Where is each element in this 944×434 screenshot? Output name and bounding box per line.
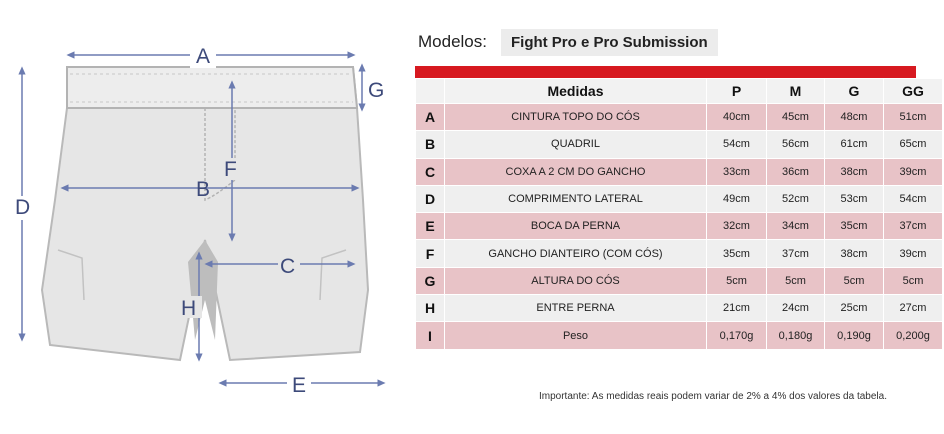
- table-row: [416, 104, 943, 131]
- row-letter: A: [416, 104, 445, 131]
- row-m: 45cm: [767, 104, 825, 131]
- row-name: GANCHO DIANTEIRO (COM CÓS): [445, 240, 707, 267]
- row-g: 38cm: [825, 158, 884, 185]
- header-letter: [416, 79, 445, 104]
- label-c: C: [280, 255, 296, 278]
- row-p: 33cm: [707, 158, 767, 185]
- row-gg: 0,200g: [884, 322, 943, 349]
- row-name: ALTURA DO CÓS: [445, 267, 707, 294]
- row-p: 35cm: [707, 240, 767, 267]
- row-p: 54cm: [707, 131, 767, 158]
- shorts-outline: [42, 67, 368, 360]
- label-h: H: [181, 297, 197, 320]
- label-g: G: [368, 79, 385, 102]
- row-m: 0,180g: [767, 322, 825, 349]
- row-p: 32cm: [707, 213, 767, 240]
- row-gg: 39cm: [884, 158, 943, 185]
- row-m: 34cm: [767, 213, 825, 240]
- row-name: Peso: [445, 322, 707, 349]
- label-a: A: [196, 45, 211, 68]
- row-name: QUADRIL: [445, 131, 707, 158]
- header-m: M: [767, 79, 825, 104]
- size-table: [415, 78, 943, 350]
- row-g: 53cm: [825, 185, 884, 212]
- row-m: 24cm: [767, 295, 825, 322]
- row-letter: H: [416, 295, 445, 322]
- row-name: ENTRE PERNA: [445, 295, 707, 322]
- models-label: Modelos:: [418, 32, 487, 51]
- header-p: P: [707, 79, 767, 104]
- table-row: [416, 131, 943, 158]
- row-p: 40cm: [707, 104, 767, 131]
- table-row: [416, 295, 943, 322]
- table-row: [416, 158, 943, 185]
- table-row: [416, 213, 943, 240]
- row-letter: B: [416, 131, 445, 158]
- row-letter: I: [416, 322, 445, 349]
- table-header-row: [416, 79, 943, 104]
- row-gg: 37cm: [884, 213, 943, 240]
- label-e: E: [292, 374, 307, 397]
- row-gg: 27cm: [884, 295, 943, 322]
- row-m: 56cm: [767, 131, 825, 158]
- row-letter: F: [416, 240, 445, 267]
- shorts-diagram: [0, 0, 400, 434]
- row-letter: E: [416, 213, 445, 240]
- row-letter: D: [416, 185, 445, 212]
- label-b: B: [196, 178, 211, 201]
- table-row: [416, 267, 943, 294]
- row-g: 0,190g: [825, 322, 884, 349]
- row-m: 37cm: [767, 240, 825, 267]
- row-g: 38cm: [825, 240, 884, 267]
- row-name: CINTURA TOPO DO CÓS: [445, 104, 707, 131]
- row-g: 35cm: [825, 213, 884, 240]
- models-line: [418, 28, 718, 56]
- row-p: 49cm: [707, 185, 767, 212]
- label-f: F: [224, 158, 237, 181]
- row-name: BOCA DA PERNA: [445, 213, 707, 240]
- row-gg: 39cm: [884, 240, 943, 267]
- row-p: 5cm: [707, 267, 767, 294]
- models-value: Fight Pro e Pro Submission: [501, 29, 718, 56]
- table-row: [416, 322, 943, 349]
- row-p: 21cm: [707, 295, 767, 322]
- row-m: 36cm: [767, 158, 825, 185]
- row-letter: C: [416, 158, 445, 185]
- table-row: [416, 185, 943, 212]
- table-row: [416, 240, 943, 267]
- row-gg: 5cm: [884, 267, 943, 294]
- header-medidas: Medidas: [445, 79, 707, 104]
- row-m: 52cm: [767, 185, 825, 212]
- row-g: 61cm: [825, 131, 884, 158]
- header-g: G: [825, 79, 884, 104]
- label-d: D: [15, 196, 31, 219]
- row-gg: 51cm: [884, 104, 943, 131]
- row-name: COXA A 2 CM DO GANCHO: [445, 158, 707, 185]
- row-gg: 54cm: [884, 185, 943, 212]
- row-gg: 65cm: [884, 131, 943, 158]
- header-gg: GG: [884, 79, 943, 104]
- row-name: COMPRIMENTO LATERAL: [445, 185, 707, 212]
- row-p: 0,170g: [707, 322, 767, 349]
- row-m: 5cm: [767, 267, 825, 294]
- row-g: 48cm: [825, 104, 884, 131]
- disclaimer-note: Importante: As medidas reais podem variar de 2% a 4% dos valores da tabela.: [539, 391, 887, 402]
- table-header-bar: [415, 66, 916, 78]
- row-g: 5cm: [825, 267, 884, 294]
- row-letter: G: [416, 267, 445, 294]
- row-g: 25cm: [825, 295, 884, 322]
